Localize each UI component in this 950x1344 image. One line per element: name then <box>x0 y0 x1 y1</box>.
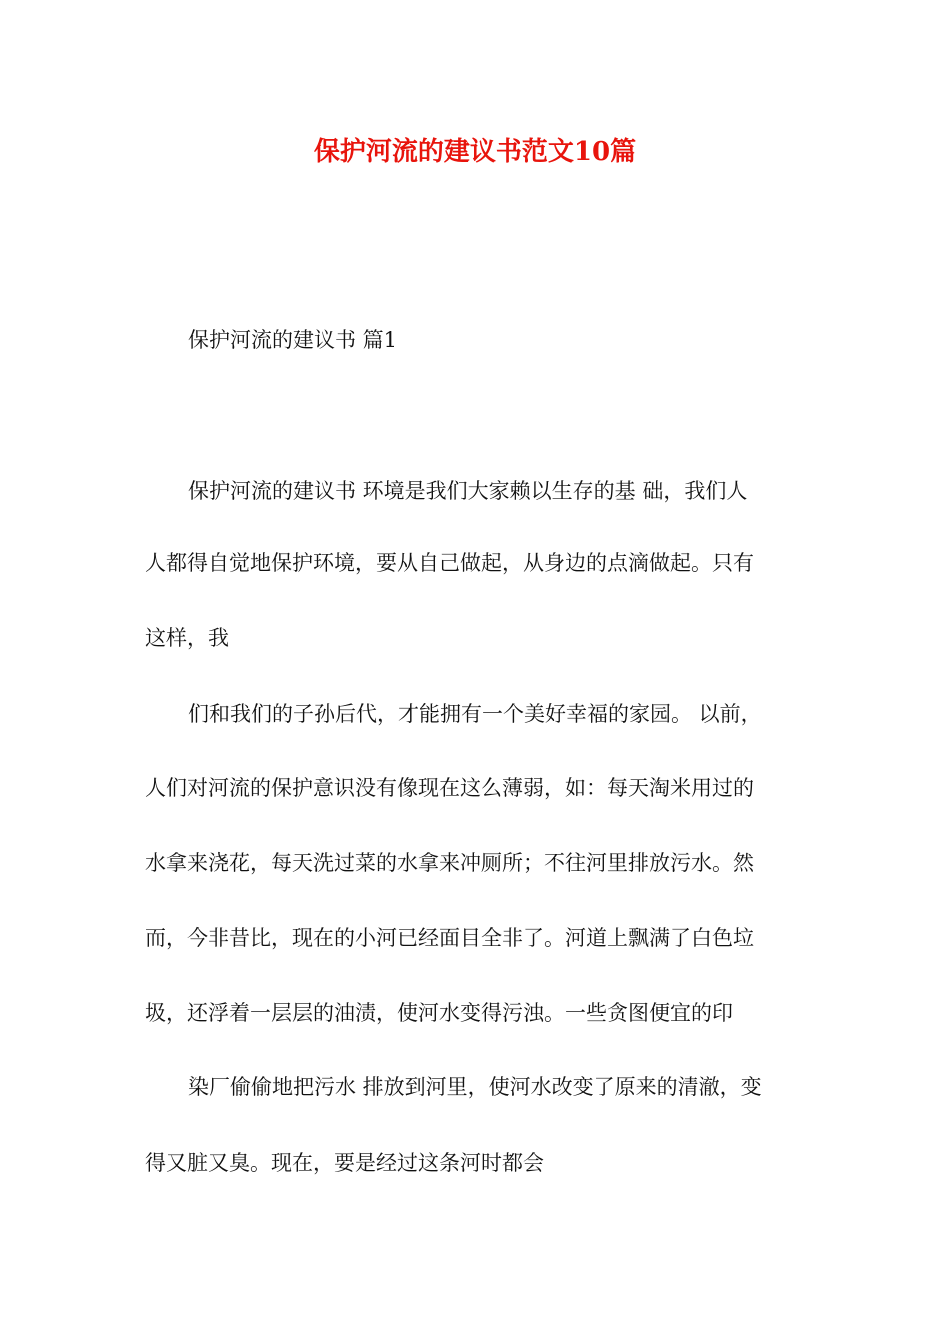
paragraph-2-line-2: 人们对河流的保护意识没有像现在这么薄弱，如：每天淘米用过的 <box>145 776 754 800</box>
paragraph-3-line-2: 得又脏又臭。现在，要是经过这条河时都会 <box>145 1151 544 1175</box>
paragraph-1-line-2: 人都得自觉地保护环境，要从自己做起，从身边的点滴做起。只有 <box>145 551 754 575</box>
paragraph-1-line-3: 这样，我 <box>145 626 229 650</box>
paragraph-2-line-1: 们和我们的子孙后代，才能拥有一个美好幸福的家园。 以前， <box>188 702 762 726</box>
paragraph-2-line-4: 而，今非昔比，现在的小河已经面目全非了。河道上飘满了白色垃 <box>145 926 754 950</box>
document-title: 保护河流的建议书范文10篇 <box>313 137 637 167</box>
paragraph-2-line-5: 圾，还浮着一层层的油渍，使河水变得污浊。一些贪图便宜的印 <box>145 1001 733 1025</box>
paragraph-2-line-3: 水拿来浇花，每天洗过菜的水拿来冲厕所；不往河里排放污水。然 <box>145 851 754 875</box>
section-heading: 保护河流的建议书 篇1 <box>188 328 398 352</box>
paragraph-1-line-1: 保护河流的建议书 环境是我们大家赖以生存的基 础，我们人 <box>188 479 748 503</box>
paragraph-3-line-1: 染厂偷偷地把污水 排放到河里，使河水改变了原来的清澈，变 <box>188 1075 762 1099</box>
